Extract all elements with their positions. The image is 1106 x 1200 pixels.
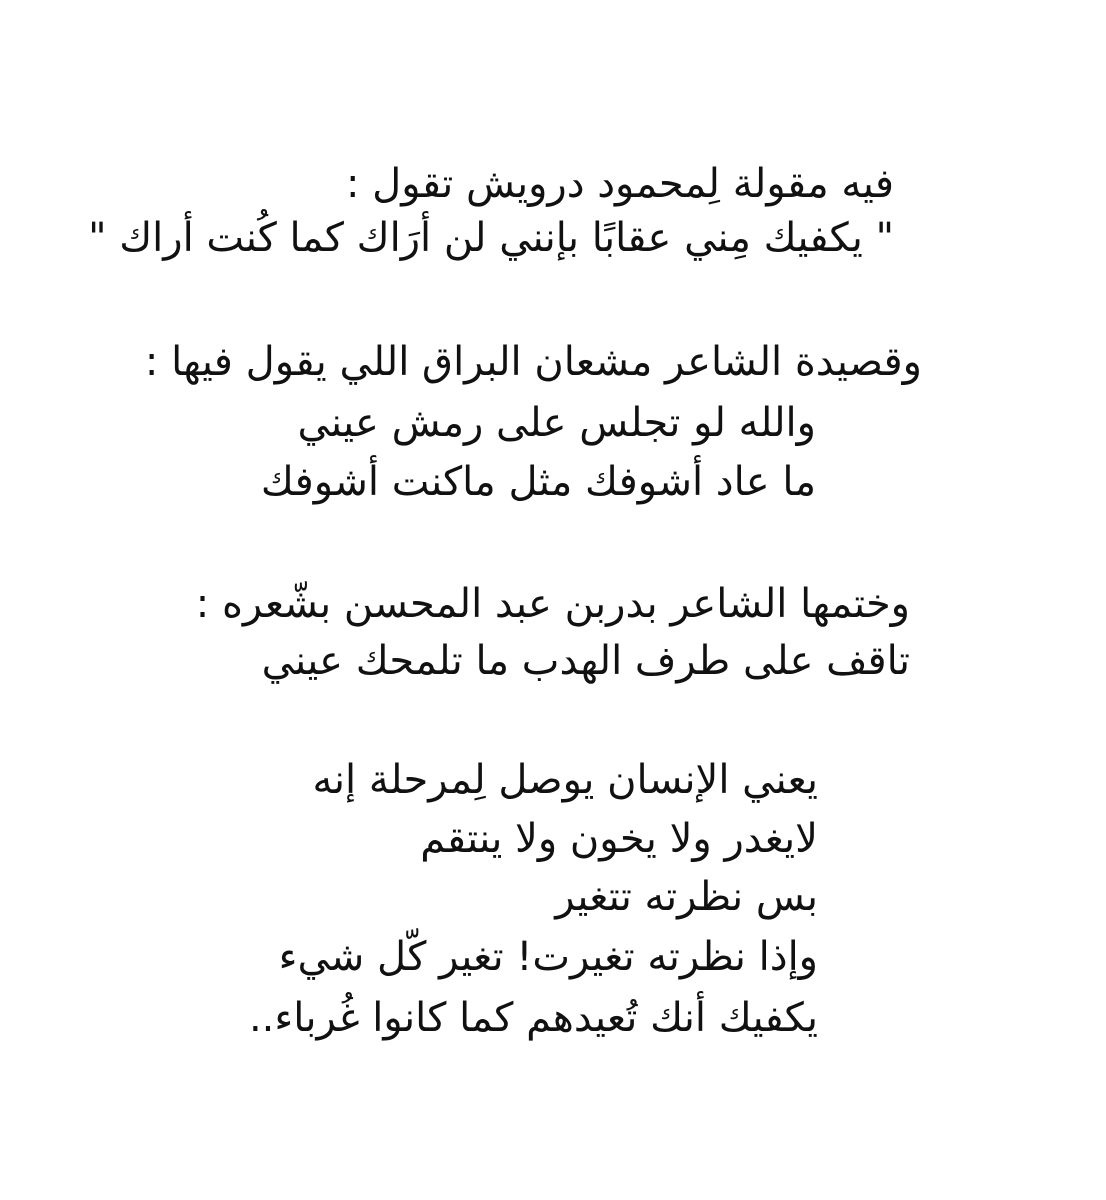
text-line-5: ما عاد أشوفك مثل ماكنت أشوفك [260,459,816,505]
text-line-7: تاقف على طرف الهدب ما تلمحك عيني [261,638,910,684]
text-line-6: وختمها الشاعر بدربن عبد المحسن بشّعره : [195,581,910,627]
text-line-10: بس نظرته تتغير [555,874,818,920]
text-line-11: وإذا نظرته تغيرت! تغير كّل شيء [278,934,818,980]
text-line-2: " يكفيك مِني عقابًا بإنني لن أرَاك كما كُنت أراك " [88,215,894,261]
text-line-9: لايغدر ولا يخون ولا ينتقم [420,816,818,862]
text-line-12: يكفيك أنك تُعيدهم كما كانوا غُرباء.. [248,995,818,1041]
text-line-3: وقصيدة الشاعر مشعان البراق اللي يقول فيها : [144,339,922,385]
text-line-8: يعني الإنسان يوصل لِمرحلة إنه [312,757,818,803]
text-line-4: والله لو تجلس على رمش عيني [297,400,816,446]
text-line-1: فيه مقولة لِمحمود درويش تقول : [345,161,894,207]
